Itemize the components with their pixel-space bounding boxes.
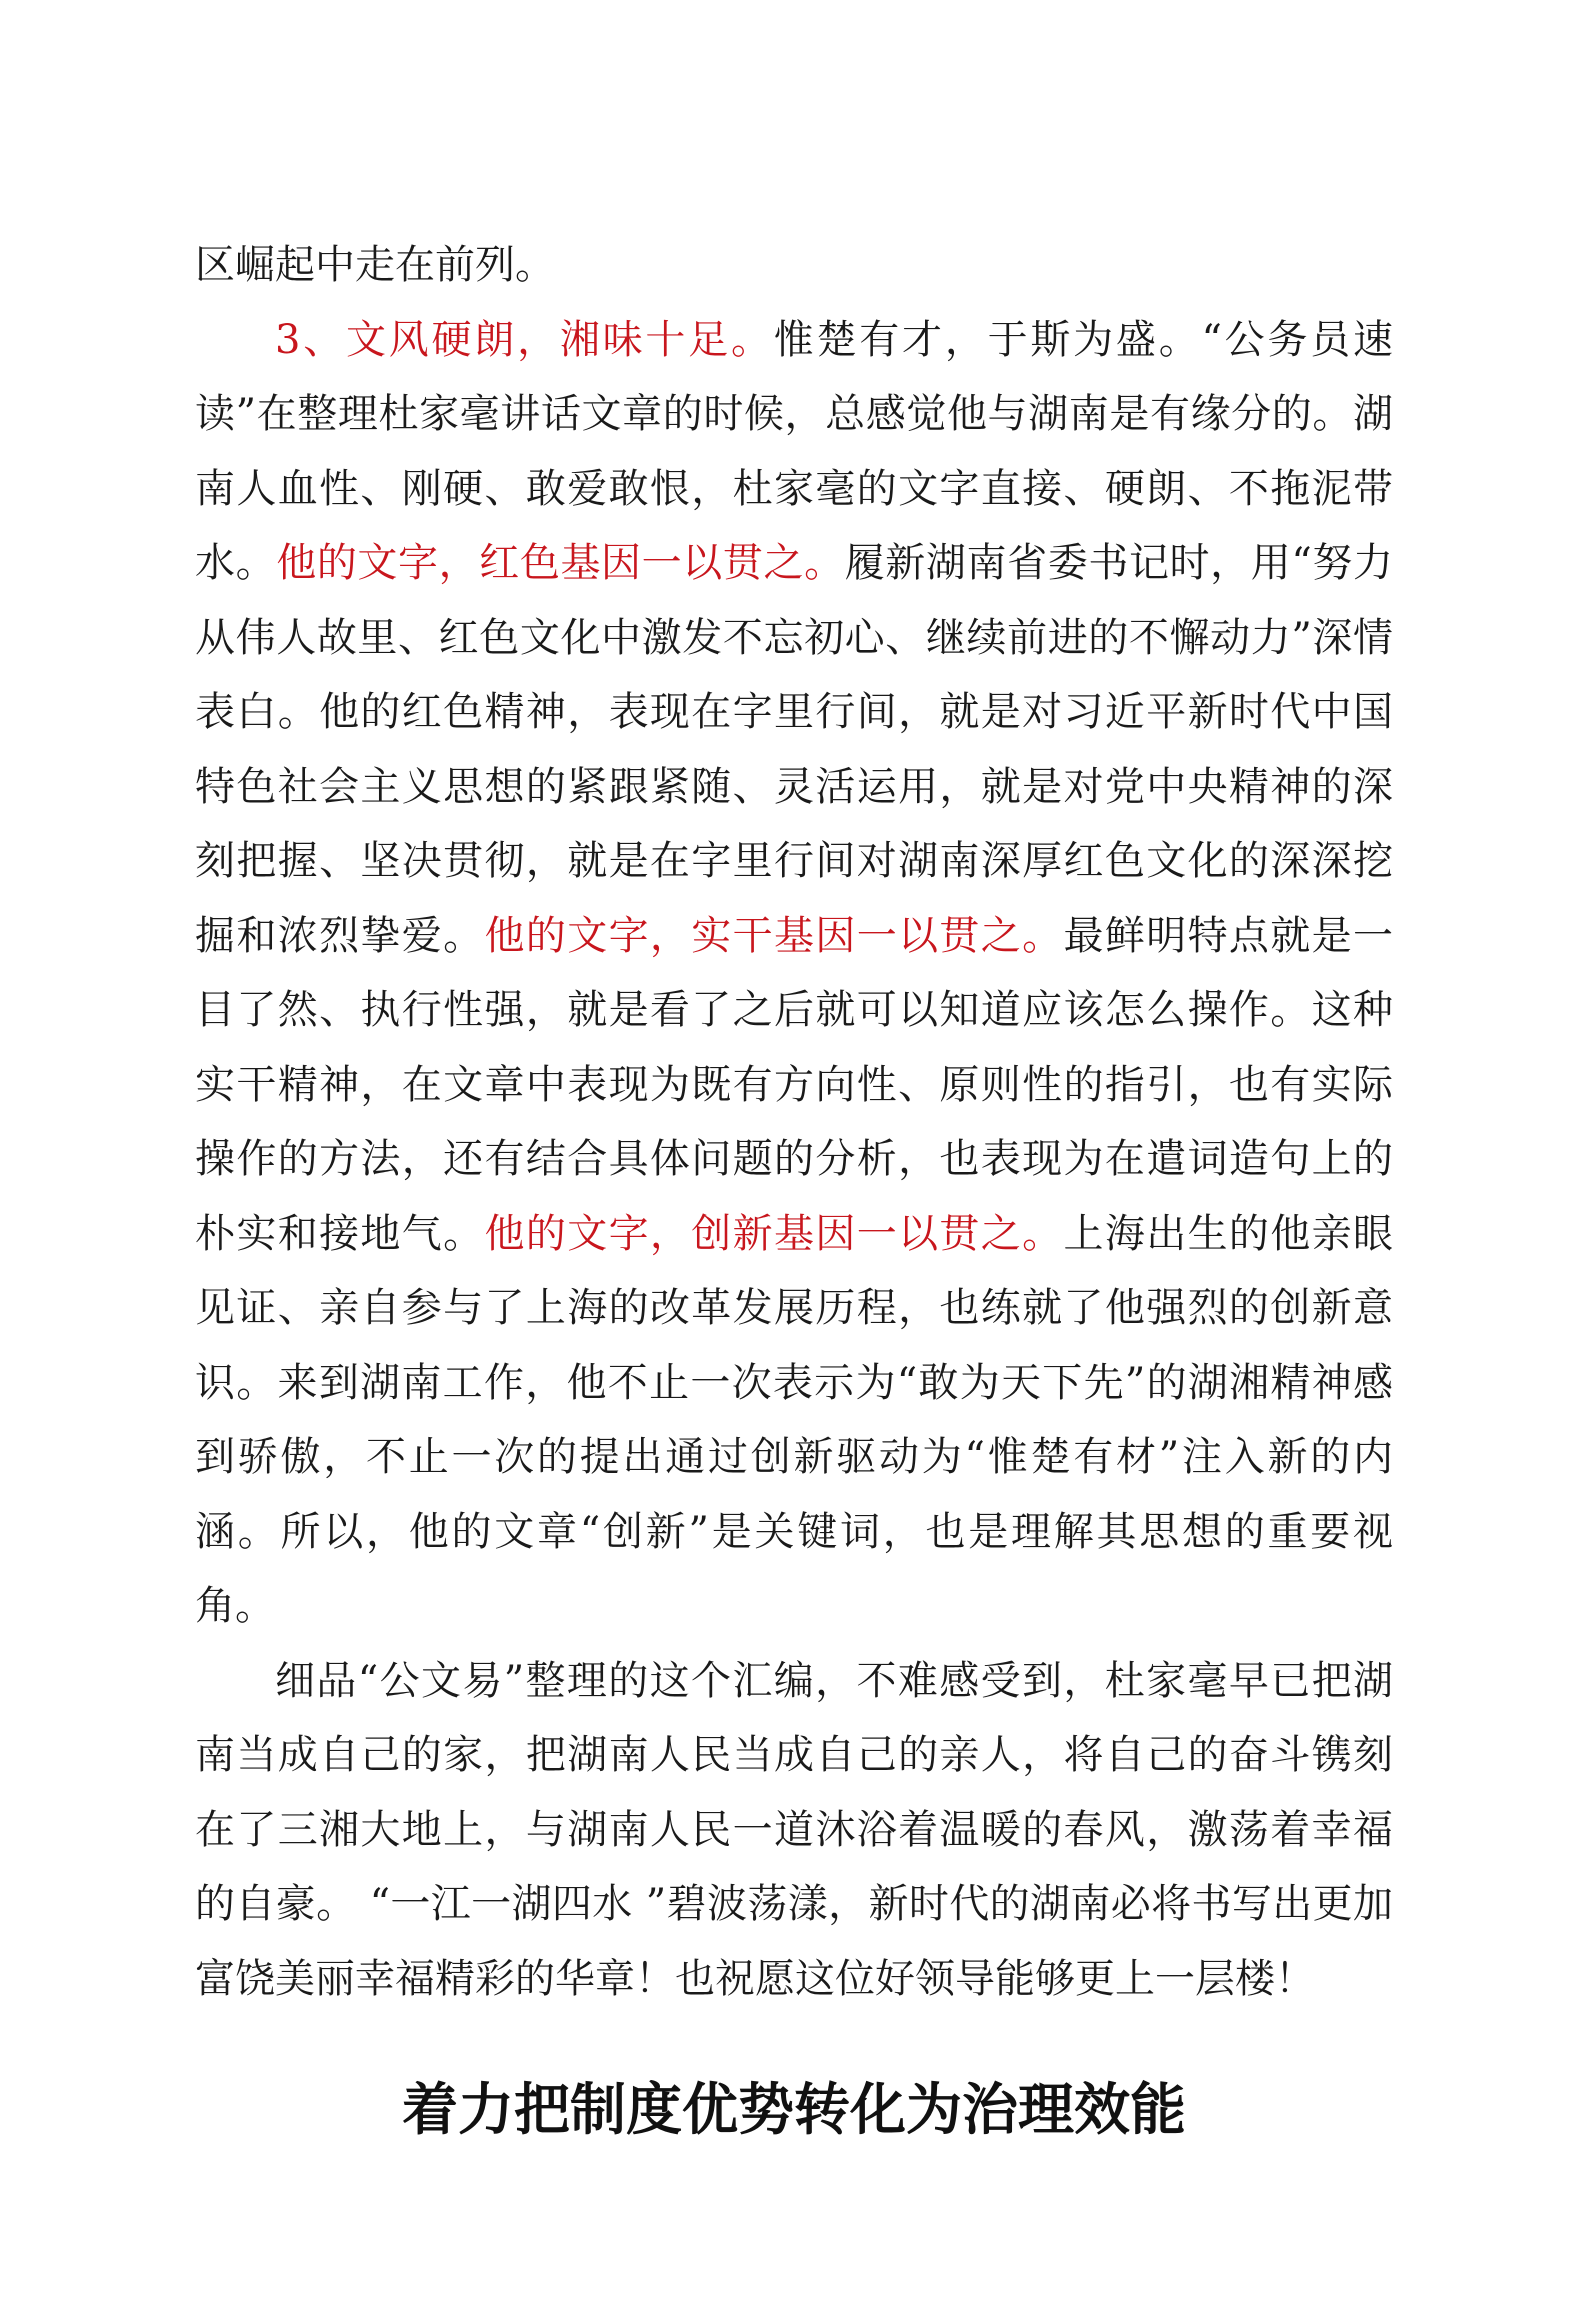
paragraph-style-section (195, 303, 1393, 1644)
highlight-innovation-gene: 他的文字，创新基因一以贯之。 (484, 1210, 1064, 1257)
article-title: 着力把制度优势转化为治理效能 (402, 2077, 1186, 2143)
paragraph-text: 上海出生的他亲眼见证、亲自参与了上海的改革发展历程，也练就了他强烈的创新意识。来到湖南工作，他不止一次表示为“敢为天下先”的湖湘精神感到骄傲，不止一次的提出通过创新驱动为“惟楚有材”注入新的内涵。所以，他的文章“创新”是关键词，也是理解其思想的重要视角。 (195, 1210, 1393, 1629)
document-body (195, 228, 1393, 2016)
highlight-red-gene: 他的文字，红色基因一以贯之。 (276, 540, 845, 586)
paragraph-text: 惟楚有才，于斯为盛。“公务员速读”在整理杜家毫讲话文章的时候，总感觉他与湖南是有缘分的。湖南人血性、刚硬、敢爱敢恨，杜家毫的文字直接、硬朗、不拖泥带水。 (195, 316, 1394, 586)
paragraph-text: 履新湖南省委书记时，用“努力从伟人故里、红色文化中激发不忘初心、继续前进的不懈动力”深情表白。他的红色精神，表现在字里行间，就是对习近平新时代中国特色社会主义思想的紧跟紧随、灵活运用，就是对党中央精神的深刻把握、坚决贯彻，就是在字里行间对湖南深厚红色文化的深深挖掘和浓烈挚爱。 (195, 540, 1394, 959)
section-heading-inline: 3、文风硬朗，湘味十足。 (275, 316, 774, 363)
highlight-practical-gene: 他的文字，实干基因一以贯之。 (484, 912, 1064, 959)
paragraph-conclusion: 细品“公文易”整理的这个汇编，不难感受到，杜家毫早已把湖南当成自己的家，把湖南人民当成自己的亲人，将自己的奋斗镌刻在了三湘大地上，与湖南人民一道沐浴着温暖的春风，激荡着幸福的自豪。 “一江一湖四水 ”碧波荡漾，新时代的湖南必将书写出更加富饶美丽幸福精彩的华章！也祝愿这位好领导能够更上一层楼！ (195, 1657, 1393, 2002)
paragraph-continuation: 区崛起中走在前列。 (195, 242, 555, 288)
paragraph-text: 最鲜明特点就是一目了然、执行性强，就是看了之后就可以知道应该怎么操作。这种实干精神，在文章中表现为既有方向性、原则性的指引，也有实际操作的方法，还有结合具体问题的分析，也表现为在遣词造句上的朴实和接地气。 (195, 912, 1393, 1257)
